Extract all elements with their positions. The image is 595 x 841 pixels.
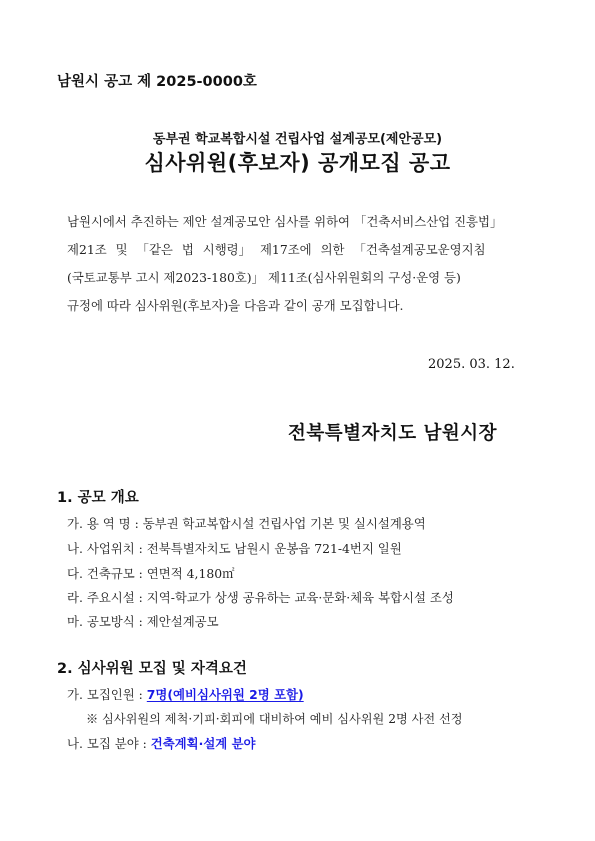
reserve-note: ※ 심사위원의 제척·기피·회피에 대비하여 예비 심사위원 2명 사전 선정 bbox=[86, 712, 463, 726]
recruit-row bbox=[67, 685, 304, 703]
row-label: 나. 사업위치 : bbox=[67, 541, 143, 556]
field-row bbox=[67, 734, 256, 752]
overview-row bbox=[67, 539, 402, 557]
intro-line: (국토교통부 고시 제2023-180호)」 제11조(심사위원회의 구성·운영 등) bbox=[67, 270, 461, 285]
recruit-count: 7명(예비심사위원 2명 포함) bbox=[146, 687, 304, 702]
row-label: 가. 용 역 명 : bbox=[67, 516, 139, 531]
overview-row bbox=[67, 588, 454, 606]
row-value: 동부권 학교복합시설 건립사업 기본 및 실시설계용역 bbox=[142, 516, 426, 531]
row-value: 연면적 4,180㎡ bbox=[146, 566, 235, 581]
notice-subtitle: 동부권 학교복합시설 건립사업 설계공모(제안공모) bbox=[152, 132, 443, 147]
section-1-heading: 1. 공모 개요 bbox=[57, 490, 139, 506]
overview-row bbox=[67, 514, 426, 532]
notice-title: 심사위원(후보자) 공개모집 공고 bbox=[144, 151, 451, 175]
intro-line: 제21조 및 「같은 법 시행령」 제17조에 의한 「건축설계공모운영지침 bbox=[67, 242, 486, 257]
notice-number: 남원시 공고 제 2025-0000호 bbox=[57, 74, 257, 90]
row-value: 지역-학교가 상생 공유하는 교육·문화·체육 복합시설 조성 bbox=[146, 590, 454, 605]
section-2-heading: 2. 심사위원 모집 및 자격요건 bbox=[57, 661, 247, 677]
signer-name: 전북특별자치도 남원시장 bbox=[288, 423, 498, 444]
row-value: 제안설계공모 bbox=[146, 614, 219, 629]
intro-line: 규정에 따라 심사위원(후보자)을 다음과 같이 공개 모집합니다. bbox=[67, 298, 404, 313]
row-label: 다. 건축규모 : bbox=[67, 566, 143, 581]
row-label: 라. 주요시설 : bbox=[67, 590, 143, 605]
intro-line: 남원시에서 추진하는 제안 설계공모안 심사를 위하여 「건축서비스산업 진흥법」 bbox=[67, 214, 503, 229]
row-value: 전북특별자치도 남원시 운봉읍 721-4번지 일원 bbox=[146, 541, 402, 556]
row-label: 마. 공모방식 : bbox=[67, 614, 143, 629]
row-label: 가. 모집인원 : bbox=[67, 687, 143, 702]
recruit-field: 건축계획·설계 분야 bbox=[150, 736, 256, 751]
overview-row bbox=[67, 564, 235, 582]
row-label: 나. 모집 분야 : bbox=[67, 736, 147, 751]
overview-row bbox=[67, 612, 219, 630]
notice-date: 2025. 03. 12. bbox=[428, 357, 515, 372]
